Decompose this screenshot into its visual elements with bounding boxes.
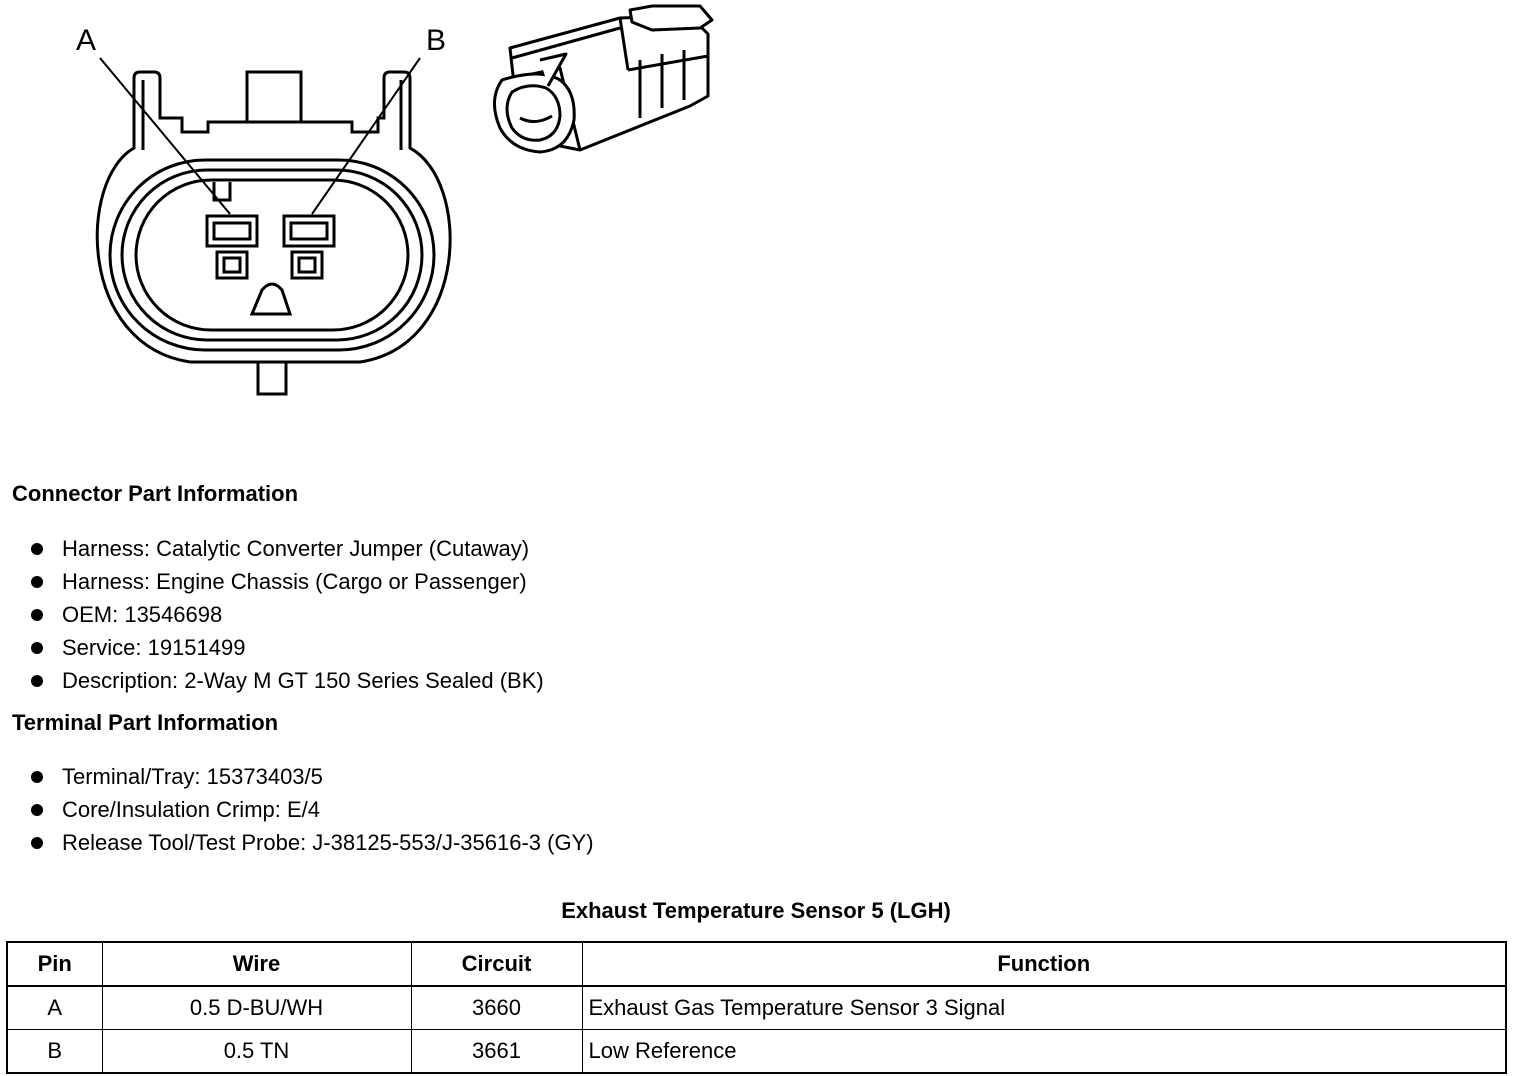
connector-isometric-drawing — [494, 6, 712, 152]
list-item: Harness: Engine Chassis (Cargo or Passenger) — [28, 565, 544, 598]
cell-wire: 0.5 D-BU/WH — [102, 986, 411, 1030]
connector-diagram — [0, 0, 760, 420]
cell-circuit: 3660 — [411, 986, 582, 1030]
list-item: Description: 2-Way M GT 150 Series Sealed (BK) — [28, 664, 544, 697]
connector-part-info-list — [28, 532, 544, 697]
list-item: Core/Insulation Crimp: E/4 — [28, 793, 594, 826]
cell-pin: A — [7, 986, 102, 1030]
table-header-row — [7, 942, 1506, 986]
cell-pin: B — [7, 1030, 102, 1074]
list-item: Release Tool/Test Probe: J-38125-553/J-35616-3 (GY) — [28, 826, 594, 859]
terminal-part-info-list — [28, 760, 594, 859]
cell-circuit: 3661 — [411, 1030, 582, 1074]
list-item: Service: 19151499 — [28, 631, 544, 664]
pin-b-label: B — [426, 24, 447, 57]
list-item: Terminal/Tray: 15373403/5 — [28, 760, 594, 793]
connector-face-drawing — [97, 72, 450, 394]
pin-table-title: Exhaust Temperature Sensor 5 (LGH) — [561, 898, 951, 923]
cell-function: Exhaust Gas Temperature Sensor 3 Signal — [582, 986, 1506, 1030]
pin-table — [6, 941, 1507, 1074]
table-row — [7, 986, 1506, 1030]
cell-wire: 0.5 TN — [102, 1030, 411, 1074]
terminal-part-info-heading: Terminal Part Information — [12, 710, 279, 735]
list-item: Harness: Catalytic Converter Jumper (Cutaway) — [28, 532, 544, 565]
pin-a-label: A — [76, 24, 97, 57]
column-header-function: Function — [582, 942, 1506, 986]
column-header-pin: Pin — [7, 942, 102, 986]
cell-function: Low Reference — [582, 1030, 1506, 1074]
list-item: OEM: 13546698 — [28, 598, 544, 631]
column-header-circuit: Circuit — [411, 942, 582, 986]
connector-part-info-heading: Connector Part Information — [12, 481, 299, 506]
table-row — [7, 1030, 1506, 1074]
column-header-wire: Wire — [102, 942, 411, 986]
